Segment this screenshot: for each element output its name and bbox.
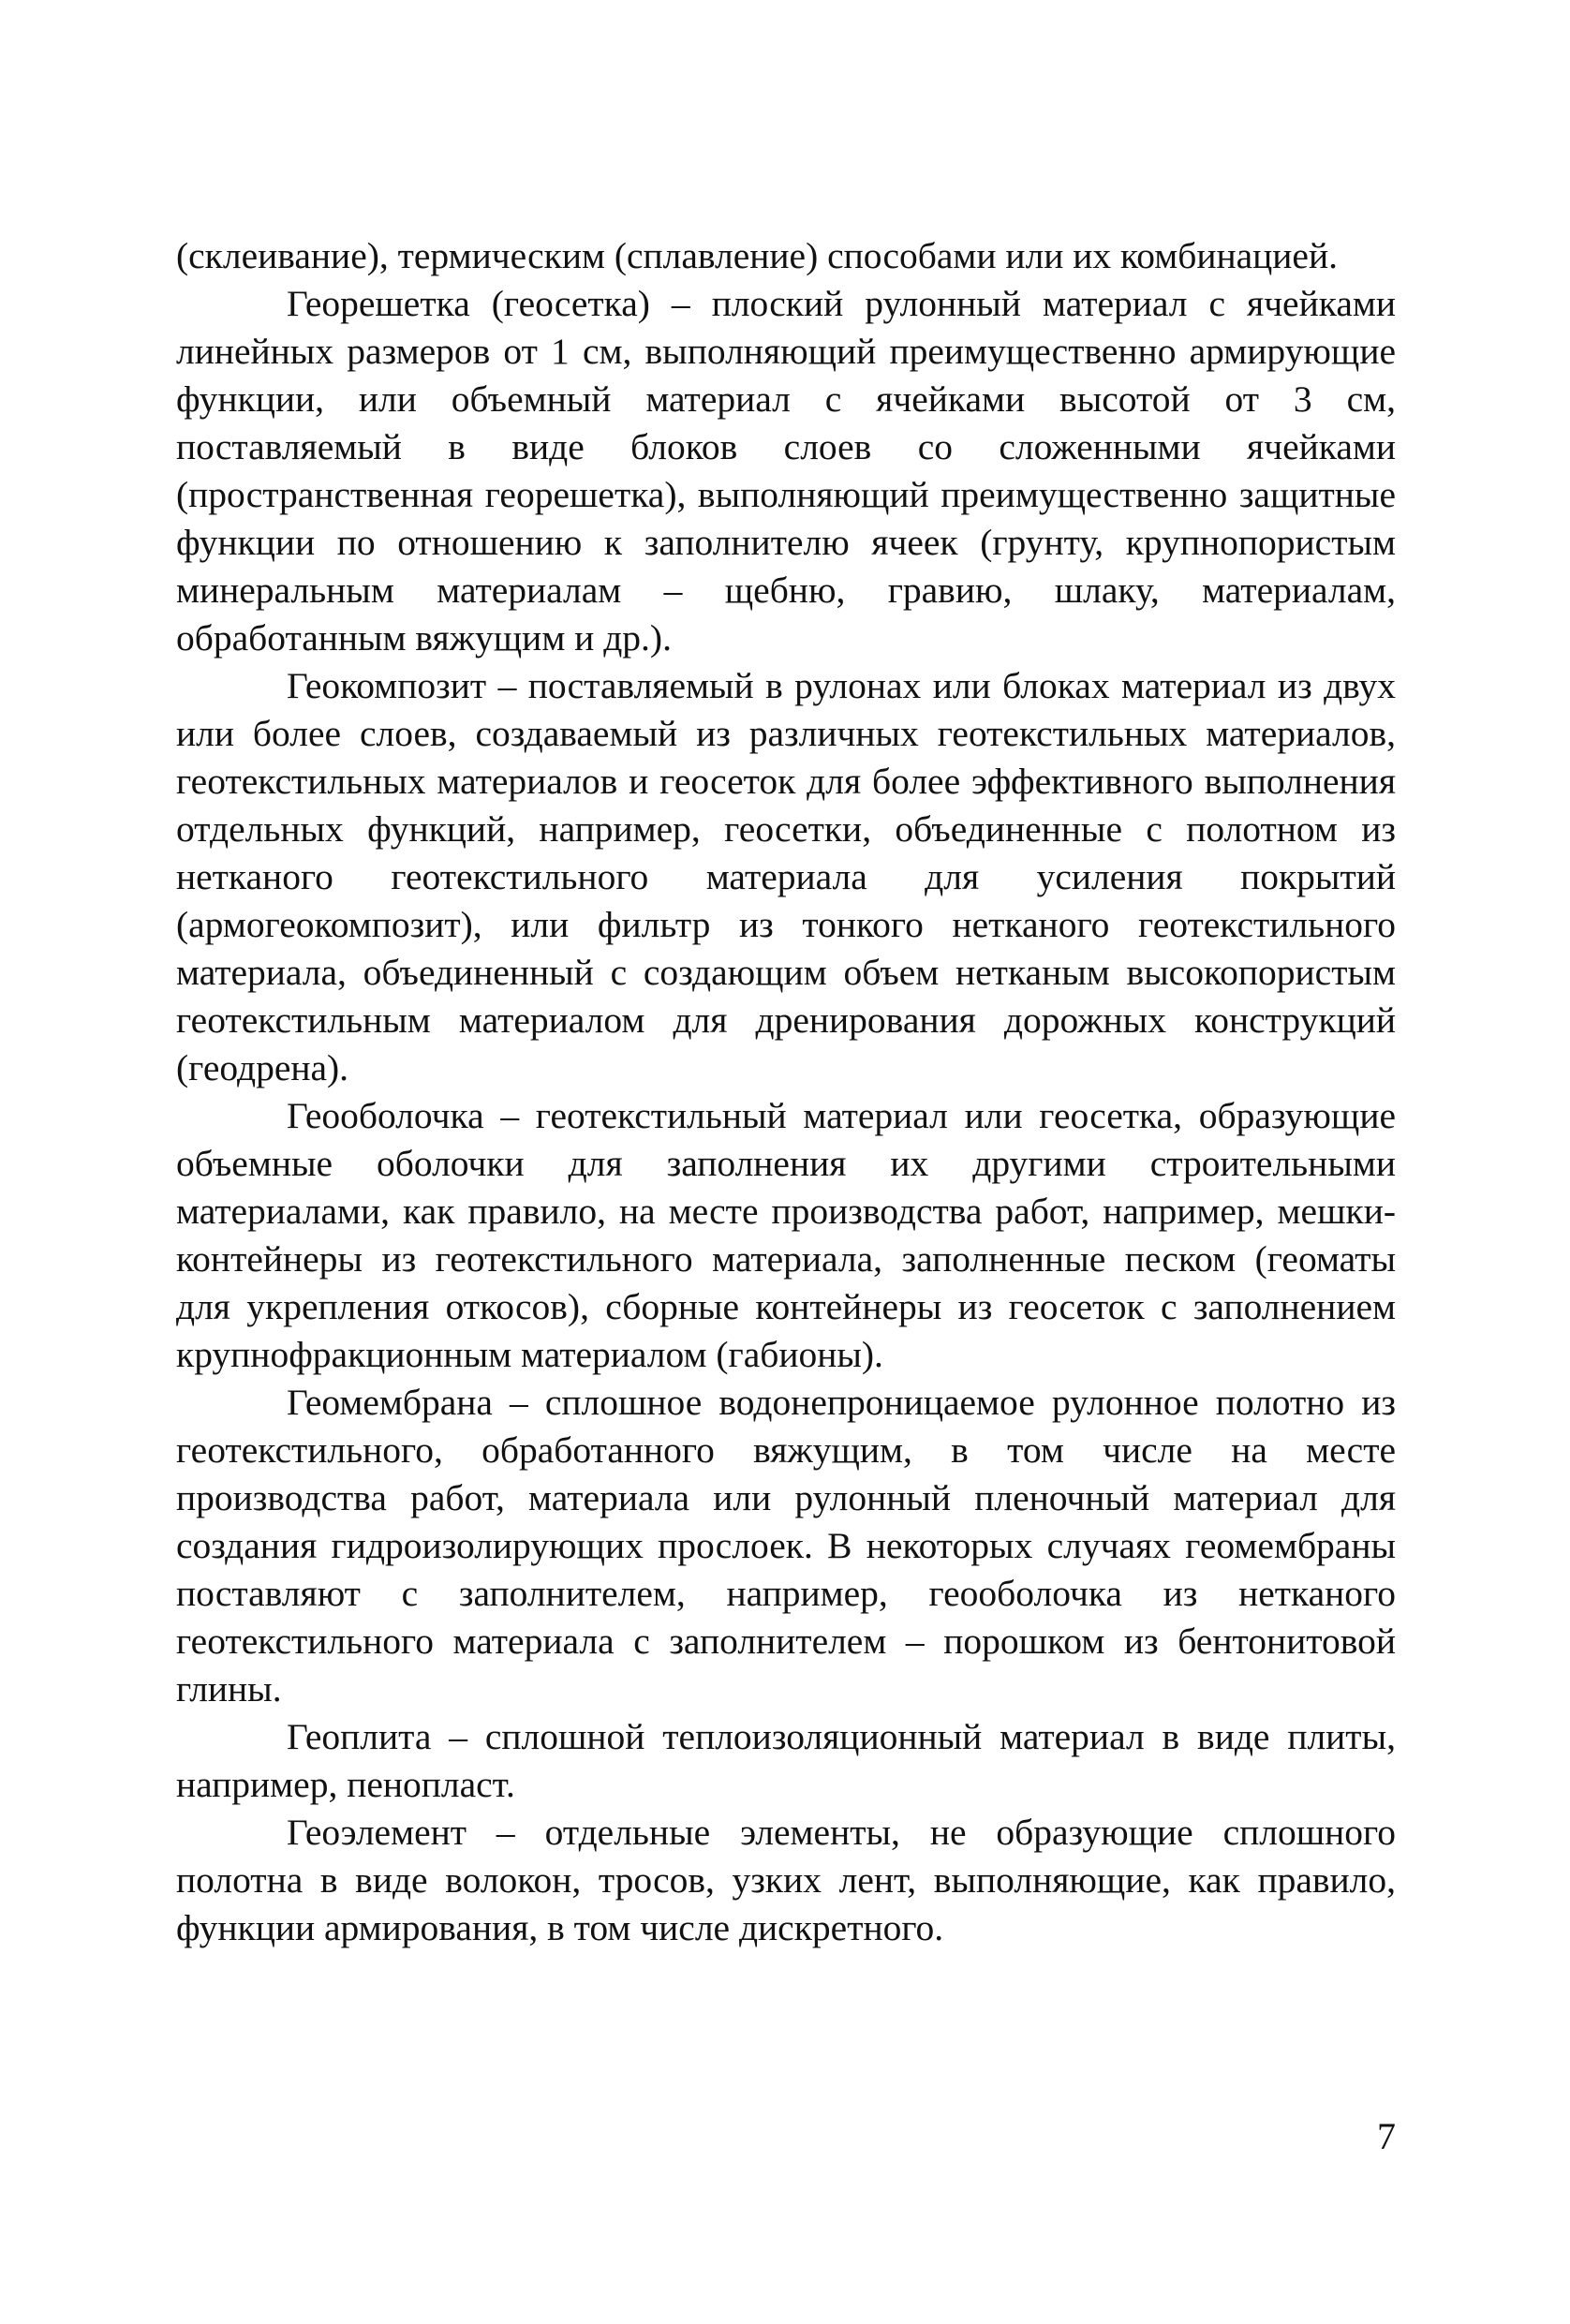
paragraph-geoobolochka: Геооболочка – геотекстильный материал или геосетка, образующие объемные оболочки для заполнения их другими строительными материалами, как правило, на месте производства работ, например, мешки-контейнеры из геотекстильного материала, заполненные песком (геоматы для укрепления откосов), сборные контейнеры из геосеток с заполнением крупнофракционным материалом (габионы). <box>176 1095 1396 1375</box>
paragraph-geomembrana: Геомембрана – сплошное водонепроницаемое рулонное полотно из геотекстильного, обработанного вяжущим, в том числе на месте производства работ, материала или рулонный пленочный материал для создания гидроизолирующих прослоек. В некоторых случаях геомембраны поставляют с заполнителем, например, геооболочка из нетканого геотекстильного материала с заполнителем – порошком из бентонитовой глины. <box>176 1382 1396 1710</box>
page-body <box>176 232 1396 1952</box>
paragraph-georeshetka: Георешетка (геосетка) – плоский рулонный материал с ячейками линейных размеров от 1 см, выполняющий преимущественно армирующие функции, или объемный материал с ячейками высотой от 3 см, поставляемый в виде блоков слоев со сложенными ячейками (пространственная георешетка), выполняющий преимущественно защитные функции по отношению к заполнителю ячеек (грунту, крупнопористым минеральным материалам – щебню, гравию, шлаку, материалам, обработанным вяжущим и др.). <box>176 283 1396 659</box>
paragraph-geoplita: Геоплита – сплошной теплоизоляционный материал в виде плиты, например, пенопласт. <box>176 1716 1396 1805</box>
paragraph-continuation: (склеивание), термическим (сплавление) способами или их комбинацией. <box>176 235 1338 276</box>
paragraph-geokompozit: Геокомпозит – поставляемый в рулонах или блоках материал из двух или более слоев, создаваемый из различных геотекстильных материалов, геотекстильных материалов и геосеток для более эффективного выполнения отдельных функций, например, геосетки, объединенные с полотном из нетканого геотекстильного материала для усиления покрытий (армогеокомпозит), или фильтр из тонкого нетканого геотекстильного материала, объединенный с создающим объем нетканым высокопористым геотекстильным материалом для дренирования дорожных конструкций (геодрена). <box>176 665 1396 1088</box>
paragraph-geoelement: Геоэлемент – отдельные элементы, не образующие сплошного полотна в виде волокон, тросов, узких лент, выполняющие, как правило, функции армирования, в том числе дискретного. <box>176 1812 1396 1948</box>
page-number: 7 <box>1377 2115 1396 2157</box>
